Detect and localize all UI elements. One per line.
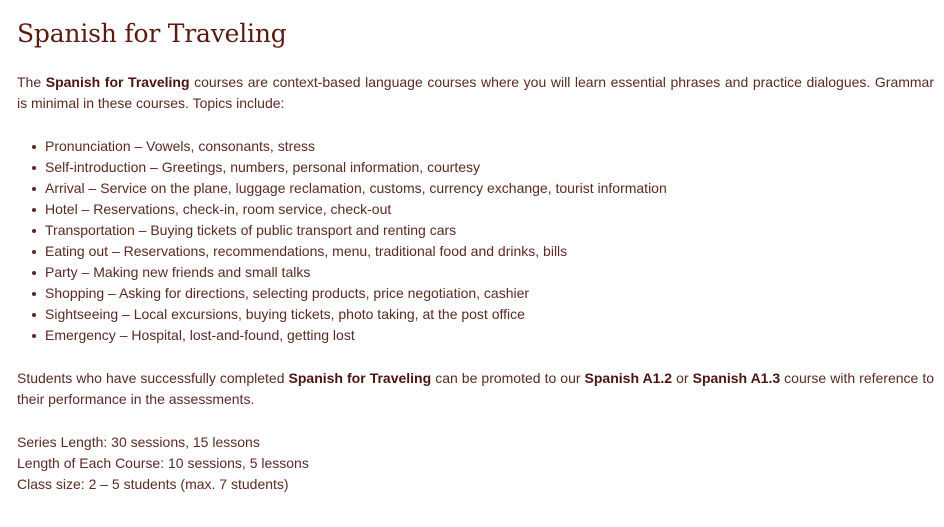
topic-item-eating-out: Eating out – Reservations, recommendations, menu, traditional food and drinks, bills xyxy=(45,241,934,262)
intro-course-name: Spanish for Traveling xyxy=(45,74,190,90)
promotion-course-a12: Spanish A1.2 xyxy=(584,370,673,386)
topic-item-hotel: Hotel – Reservations, check-in, room service, check-out xyxy=(45,199,934,220)
course-length: Length of Each Course: 10 sessions, 5 lessons xyxy=(17,455,309,471)
promotion-course-name: Spanish for Traveling xyxy=(288,370,432,386)
promotion-text-4: course with reference to their performance in the assessments. xyxy=(17,370,935,407)
promotion-paragraph xyxy=(17,368,934,410)
topic-item-arrival: Arrival – Service on the plane, luggage reclamation, customs, currency exchange, tourist information xyxy=(45,178,934,199)
promotion-course-a13: Spanish A1.3 xyxy=(692,370,781,386)
series-length: Series Length: 30 sessions, 15 lessons xyxy=(17,434,260,450)
promotion-text-3: or xyxy=(672,370,693,386)
topic-item-sightseeing: Sightseeing – Local excursions, buying tickets, photo taking, at the post office xyxy=(45,304,934,325)
topic-item-emergency: Emergency – Hospital, lost-and-found, getting lost xyxy=(45,325,934,346)
promotion-text-2: can be promoted to our xyxy=(431,370,585,386)
topics-list xyxy=(17,136,934,346)
course-details xyxy=(17,432,934,495)
topic-item-pronunciation: Pronunciation – Vowels, consonants, stress xyxy=(45,136,934,157)
intro-suffix: courses are context-based language courses where you will learn essential phrases and practice dialogues. Grammar is minimal in these courses. Topics include: xyxy=(17,74,935,111)
promotion-text-1: Students who have successfully completed xyxy=(17,370,289,386)
intro-prefix: The xyxy=(17,74,46,90)
topic-item-shopping: Shopping – Asking for directions, selecting products, price negotiation, cashier xyxy=(45,283,934,304)
page-title: Spanish for Traveling xyxy=(17,19,287,48)
topic-item-transportation: Transportation – Buying tickets of public transport and renting cars xyxy=(45,220,934,241)
topic-item-self-introduction: Self-introduction – Greetings, numbers, personal information, courtesy xyxy=(45,157,934,178)
intro-paragraph xyxy=(17,72,934,114)
class-size: Class size: 2 – 5 students (max. 7 students) xyxy=(17,476,289,492)
topic-item-party: Party – Making new friends and small talks xyxy=(45,262,934,283)
